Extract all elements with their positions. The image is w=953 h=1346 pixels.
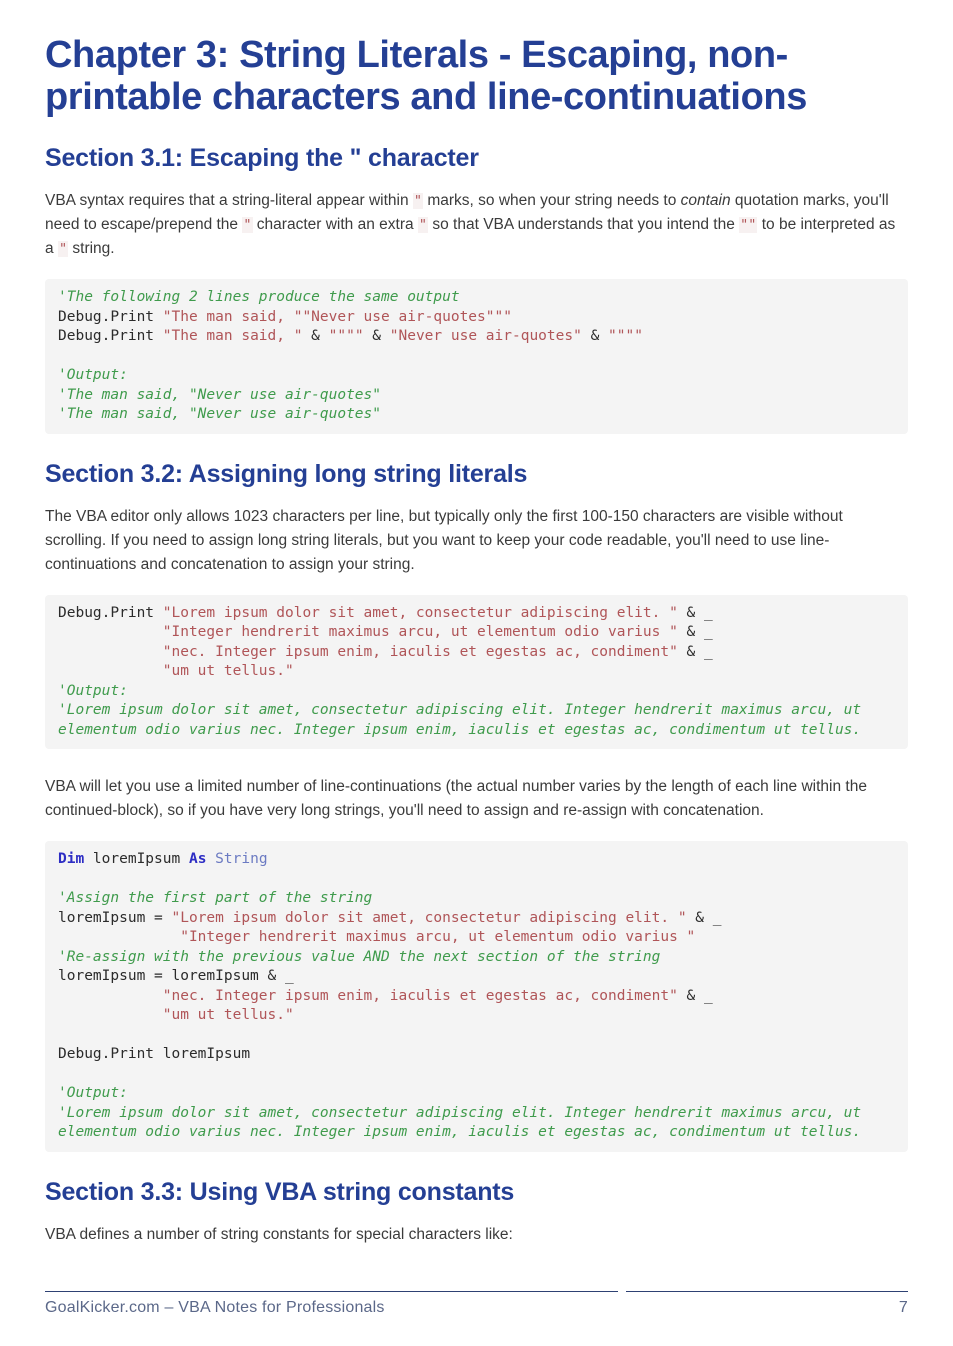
code-line (58, 1065, 895, 1085)
code-line (58, 987, 895, 1007)
inline-code: "" (740, 217, 757, 234)
section-heading: Section 3.1: Escaping the " character (45, 144, 479, 173)
code-block (45, 841, 908, 1152)
footer-rule (45, 1291, 908, 1293)
code-token-str: """" (328, 328, 373, 345)
code-token-pln: & _ (677, 604, 713, 621)
code-line (58, 366, 895, 386)
code-line (58, 327, 895, 347)
code-line (58, 682, 895, 702)
code-token-str: "nec. Integer ipsum enim, iaculis et egestas ac, condiment" (162, 987, 678, 1004)
inline-code: " (243, 217, 252, 234)
text-run: VBA will let you use a limited number of line-continuations (the actual number varies by the length of each line within the continued-block), so if you have very long strings, you'll need to assign and re-assign with concatenation. (45, 778, 867, 820)
section-heading: Section 3.2: Assigning long string literals (45, 459, 528, 488)
code-line (58, 948, 895, 968)
code-token-kw: As (188, 851, 207, 868)
chapter-title: Chapter 3: String Literals - Escaping, non-printable characters and line-continuations (45, 34, 807, 119)
code-token-com: 'Assign the first part of the string (58, 890, 373, 907)
code-token-pln: & (590, 328, 609, 345)
code-token-com: 'Lorem ipsum dolor sit amet, consectetur adipiscing elit. Integer hendrerit maximus arcu, ut (58, 1104, 862, 1121)
code-token-com: 'The man said, "Never use air-quotes" (58, 406, 382, 423)
code-line (58, 288, 895, 308)
code-token-str: "nec. Integer ipsum enim, iaculis et egestas ac, condiment" (162, 643, 678, 660)
code-token-pln: & (372, 328, 390, 345)
code-token-pln: loremIpsum = loremIpsum & _ (58, 968, 294, 985)
inline-code: " (418, 217, 428, 234)
text-run: VBA defines a number of string constants for special characters like: (45, 1225, 513, 1243)
text-run: to be interpreted as a (45, 216, 896, 258)
code-line (58, 870, 895, 890)
code-token-pln (58, 988, 163, 1004)
text-run: marks, so when your string needs to (423, 192, 681, 210)
code-token-pln: & _ (677, 987, 713, 1004)
code-line (58, 643, 895, 663)
text-run: so that VBA understands that you intend the (428, 216, 740, 234)
text-run: character with an extra (252, 216, 418, 234)
code-token-pln (58, 624, 163, 640)
code-line (58, 967, 895, 987)
chapter-content (45, 144, 908, 1247)
inline-code: " (413, 193, 423, 210)
code-token-com: 'Lorem ipsum dolor sit amet, consectetur adipiscing elit. Integer hendrerit maximus arcu, ut (58, 702, 862, 719)
code-token-str: "um ut tellus." (162, 1007, 294, 1024)
text-run: quotation marks, you'll need to escape/prepend the (45, 192, 889, 234)
code-line (58, 405, 895, 425)
code-line (58, 889, 895, 909)
code-token-pln: Debug.Print (58, 604, 163, 621)
code-line (58, 1123, 895, 1143)
code-token-pln: & _ (677, 643, 713, 660)
code-token-pln: loremIpsum (84, 851, 189, 868)
emphasized-text: contain (680, 192, 731, 210)
page-footer (45, 1291, 908, 1318)
inline-code: " (58, 241, 68, 258)
code-line (58, 308, 895, 328)
footer-rule-left-segment (45, 1291, 618, 1293)
code-token-pln: Debug.Print (58, 328, 163, 345)
code-line (58, 1084, 895, 1104)
code-line (58, 604, 895, 624)
text-run: string. (68, 240, 115, 258)
code-token-str: """" (608, 328, 643, 345)
text-run: The VBA editor only allows 1023 characters per line, but typically only the first 100-150 characters are visible without scrolling. If you need to assign long string literals, but you want to keep your code readable, you'll need to use line-continuations and concatenation to assign your string. (45, 507, 843, 573)
code-token-pln: & _ (677, 624, 713, 641)
code-block (45, 595, 908, 750)
code-line (58, 623, 895, 643)
code-token-pln (58, 929, 180, 945)
text-run: VBA syntax requires that a string-literal appear within (45, 192, 413, 210)
code-block (45, 279, 908, 434)
code-token-pln: & (311, 328, 329, 345)
code-token-str: "Never use air-quotes" (389, 328, 591, 345)
code-line (58, 662, 895, 682)
code-token-pln: & _ (686, 909, 722, 926)
footer-page-number: 7 (898, 1299, 908, 1316)
code-line (58, 701, 895, 721)
code-line (58, 1104, 895, 1124)
code-token-com: elementum odio varius nec. Integer ipsum enim, iaculis et egestas ac, condimentum ut tellus. (58, 1124, 862, 1141)
code-token-com: elementum odio varius nec. Integer ipsum enim, iaculis et egestas ac, condimentum ut tellus. (58, 721, 862, 738)
code-line (58, 347, 895, 367)
code-token-str: "Lorem ipsum dolor sit amet, consectetur adipiscing elit. " (162, 604, 678, 621)
footer-row (45, 1299, 908, 1317)
code-line (58, 850, 895, 870)
code-line (58, 1006, 895, 1026)
paragraph (45, 189, 908, 261)
code-token-pln (58, 644, 163, 660)
code-token-str: "Integer hendrerit maximus arcu, ut elementum odio varius " (162, 624, 678, 641)
paragraph (45, 505, 908, 577)
code-token-com: 'The following 2 lines produce the same output (58, 289, 460, 306)
code-token-com: 'Output: (58, 1085, 128, 1102)
code-line (58, 1026, 895, 1046)
code-token-com: 'The man said, "Never use air-quotes" (58, 386, 382, 403)
code-line (58, 1045, 895, 1065)
code-token-com: 'Output: (58, 367, 128, 384)
code-token-str: "Integer hendrerit maximus arcu, ut elementum odio varius " (180, 929, 696, 946)
code-token-str: "um ut tellus." (162, 663, 294, 680)
code-token-str: "The man said, ""Never use air-quotes""" (162, 308, 512, 325)
paragraph (45, 1223, 908, 1247)
code-line (58, 928, 895, 948)
code-line (58, 721, 895, 741)
code-token-pln: loremIpsum = (58, 909, 172, 926)
code-token-pln (58, 663, 163, 679)
footer-rule-right-segment (626, 1291, 908, 1293)
code-line (58, 909, 895, 929)
code-token-com: 'Output: (58, 682, 128, 699)
code-token-pln: Debug.Print loremIpsum (58, 1046, 251, 1063)
code-token-str: "Lorem ipsum dolor sit amet, consectetur adipiscing elit. " (171, 909, 687, 926)
code-token-str: "The man said, " (162, 328, 312, 345)
footer-brand-text: GoalKicker.com – VBA Notes for Professionals (45, 1299, 385, 1316)
code-token-typ: String (206, 851, 268, 868)
code-token-pln (58, 1007, 163, 1023)
code-token-kw: Dim (58, 851, 85, 868)
code-line (58, 386, 895, 406)
code-token-pln: Debug.Print (58, 308, 163, 325)
code-token-com: 'Re-assign with the previous value AND the next section of the string (58, 948, 661, 965)
section-heading: Section 3.3: Using VBA string constants (45, 1177, 515, 1206)
paragraph (45, 775, 908, 823)
